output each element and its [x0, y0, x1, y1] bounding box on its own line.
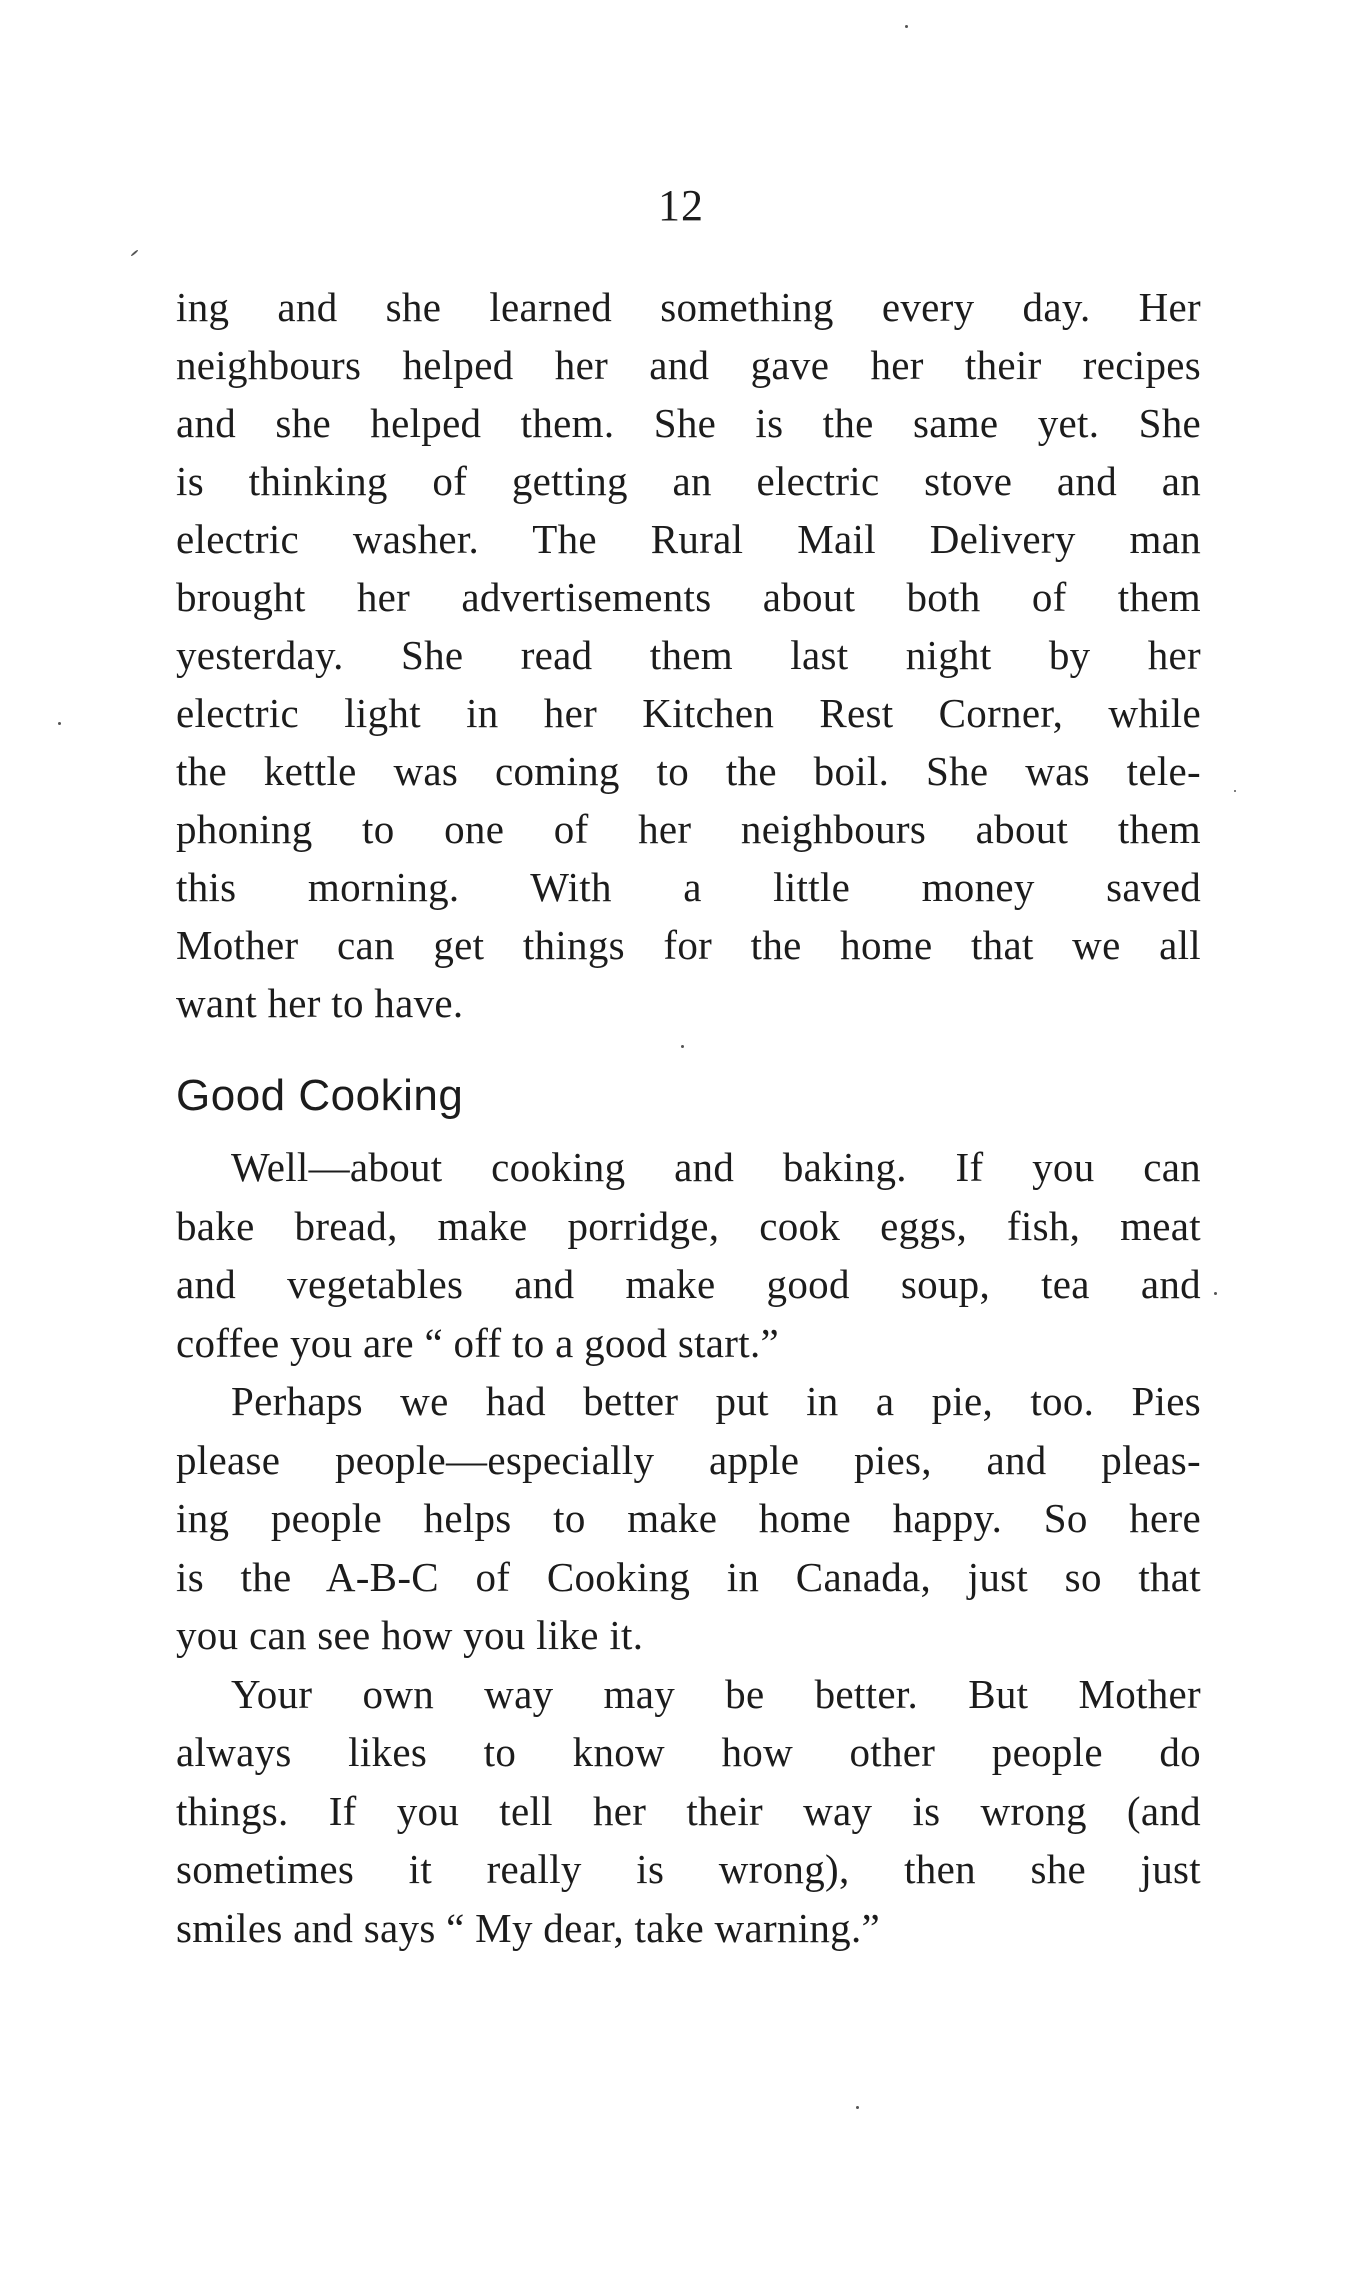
text-line: ing and she learned something every day. Her — [176, 284, 1201, 330]
text-line: always likes to know how other people do — [176, 1729, 1201, 1775]
text-line: and vegetables and make good soup, tea and — [176, 1261, 1201, 1307]
paragraph-about-mother — [176, 1665, 1201, 1958]
text-line: phoning to one of her neighbours about them — [176, 806, 1201, 852]
text-line: coffee you are “ off to a good start.” — [176, 1319, 779, 1366]
text-line: smiles and says “ My dear, take warning.” — [176, 1904, 881, 1951]
section-body — [176, 1138, 1201, 1957]
text-line: want her to have. — [176, 980, 464, 1026]
text-line: bake bread, make porridge, cook eggs, fish, meat — [176, 1202, 1201, 1249]
text-line: you can see how you like it. — [176, 1612, 644, 1658]
text-line: please people—especially apple pies, and pleas- — [176, 1436, 1201, 1483]
text-line: the kettle was coming to the boil. She was tele- — [176, 748, 1201, 794]
text-line: electric washer. The Rural Mail Delivery man — [176, 516, 1201, 562]
paragraph-about-pies — [176, 1372, 1201, 1665]
text-line: is the A-B-C of Cooking in Canada, just so that — [176, 1553, 1201, 1600]
text-line: is thinking of getting an electric stove and an — [176, 458, 1201, 504]
text-line: neighbours helped her and gave her their recipes — [176, 342, 1201, 388]
text-line: and she helped them. She is the same yet. She — [176, 400, 1201, 446]
text-line: brought her advertisements about both of them — [176, 574, 1201, 620]
text-line: sometimes it really is wrong), then she just — [176, 1846, 1201, 1892]
paragraph-continued — [176, 278, 1201, 1032]
page-number: 12 — [658, 181, 704, 230]
paragraph-about-cooking — [176, 1138, 1201, 1372]
text-line: electric light in her Kitchen Rest Corner, while — [176, 690, 1201, 736]
text-line: Your own way may be better. But Mother — [231, 1670, 1201, 1717]
text-line: things. If you tell her their way is wrong (and — [176, 1787, 1201, 1834]
text-line: Perhaps we had better put in a pie, too. Pies — [231, 1378, 1201, 1424]
section-heading: Good Cooking — [176, 1071, 464, 1120]
text-line: yesterday. She read them last night by her — [176, 632, 1201, 678]
text-line: ing people helps to make home happy. So here — [176, 1495, 1201, 1541]
text-line: this morning. With a little money saved — [176, 864, 1201, 910]
text-line: Mother can get things for the home that we all — [176, 922, 1201, 968]
text-line: Well—about cooking and baking. If you can — [231, 1144, 1201, 1190]
